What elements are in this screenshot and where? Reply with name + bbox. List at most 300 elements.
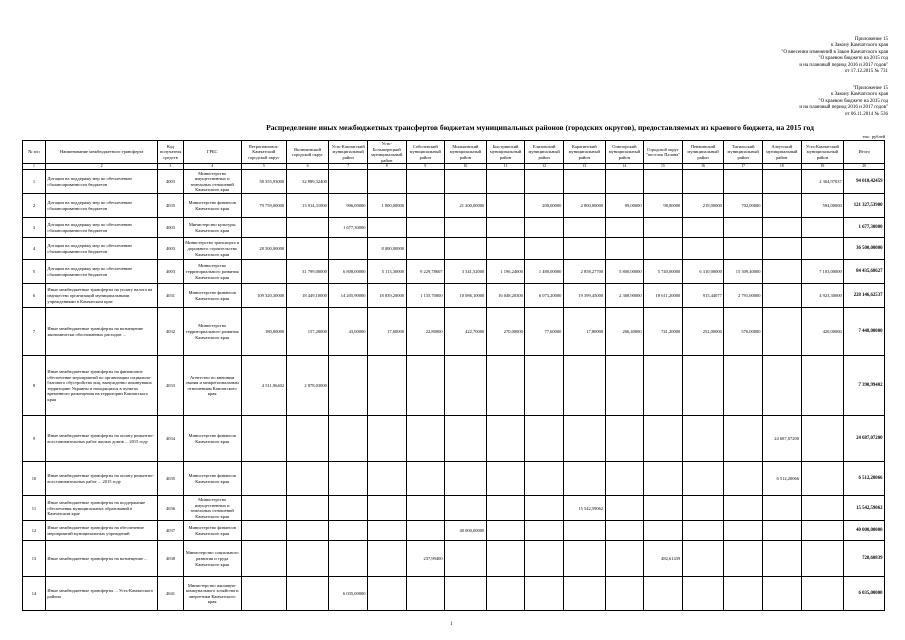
row-number-cell: 14	[23, 577, 46, 611]
row-number-cell: 13	[23, 541, 46, 577]
column-header: Городской округ "поселок Палана"	[644, 141, 683, 164]
amount-cell	[682, 218, 724, 238]
appendix-line: "Приложение 15	[852, 86, 888, 91]
amount-cell: 1 196,24000	[486, 260, 525, 284]
transfer-name-cell: Дотации на поддержку мер по обеспечению сбалансированности бюджетов	[45, 238, 158, 260]
row-number-cell: 8	[23, 356, 46, 416]
amount-cell: 157,20000	[286, 308, 329, 356]
amount-cell	[406, 238, 445, 260]
column-header: Соболевский муниципальный район	[406, 141, 445, 164]
amount-cell: 1 135,70000	[406, 284, 445, 308]
amount-cell	[406, 521, 445, 541]
column-header: Код получателя средств	[158, 141, 183, 164]
amount-cell	[801, 577, 844, 611]
amount-cell	[525, 521, 564, 541]
amount-cell: 10 086,10000	[445, 284, 487, 308]
recipient-code-cell: 4041	[158, 577, 183, 611]
amount-cell: 420,00000	[801, 308, 844, 356]
column-index-cell: 12	[525, 164, 564, 170]
transfer-name-cell: Иные межбюджетные трансферты на возмещение ...	[45, 541, 158, 577]
amount-cell	[406, 356, 445, 416]
amount-cell	[406, 577, 445, 611]
amount-cell	[445, 577, 487, 611]
amount-cell	[286, 577, 329, 611]
total-cell: 228 146,62537	[844, 284, 885, 308]
amount-cell	[445, 170, 487, 194]
grbs-cell: Министерство финансов Камчатского края	[183, 416, 241, 462]
amount-cell	[241, 218, 286, 238]
amount-cell: 15 542,59062	[563, 496, 605, 521]
amount-cell	[525, 416, 564, 462]
amount-cell	[329, 521, 368, 541]
amount-cell: 915,44077	[682, 284, 724, 308]
row-number-cell: 4	[23, 238, 46, 260]
amount-cell	[563, 541, 605, 577]
column-header: Тигильский муниципальный район	[724, 141, 763, 164]
amount-cell	[525, 462, 564, 496]
transfer-name-cell: Иные межбюджетные трансферты на оплату ремонтно-восстановительных работ ... 2015 году	[45, 462, 158, 496]
amount-cell	[286, 496, 329, 521]
amount-cell: 2 368,90000	[605, 284, 644, 308]
amount-cell	[367, 218, 406, 238]
amount-cell: 482,61439	[644, 541, 683, 577]
recipient-code-cell: 4034	[158, 416, 183, 462]
amount-cell: 270,00000	[486, 308, 525, 356]
amount-cell	[525, 541, 564, 577]
grbs-cell: Министерство территориального развития Камчатского края	[183, 260, 241, 284]
amount-cell	[605, 496, 644, 521]
row-number-cell: 3	[23, 218, 46, 238]
amount-cell: 4 923,30000	[801, 284, 844, 308]
amount-cell	[682, 541, 724, 577]
amount-cell: 6 808,00000	[329, 260, 368, 284]
amount-cell	[724, 356, 763, 416]
total-cell: 40 000,00000	[844, 521, 885, 541]
amount-cell: 18 449,10000	[286, 284, 329, 308]
amount-cell	[644, 462, 683, 496]
table-row	[23, 194, 885, 218]
amount-cell	[762, 541, 801, 577]
grbs-cell: Агентство по внешним связям и межрегиональным отношениям Камчатского края	[183, 356, 241, 416]
column-header: Быстринский муниципальный район	[486, 141, 525, 164]
amount-cell	[801, 541, 844, 577]
total-cell: 7 390,99402	[844, 356, 885, 416]
amount-cell	[486, 521, 525, 541]
amount-cell: 14 205,90000	[329, 284, 368, 308]
table-row	[23, 416, 885, 462]
table-row	[23, 238, 885, 260]
amount-cell	[762, 496, 801, 521]
amount-cell	[682, 170, 724, 194]
amount-cell: 21 200,00000	[445, 194, 487, 218]
table-row	[23, 170, 885, 194]
recipient-code-cell: 4033	[158, 356, 183, 416]
total-cell: 7 448,00000	[844, 308, 885, 356]
column-header: Усть-Большерецкий муниципальный район	[367, 141, 406, 164]
amount-cell: 422,70000	[445, 308, 487, 356]
amount-cell: 6 310,00000	[682, 260, 724, 284]
grbs-cell: Министерство жилищно-коммунального хозяйства и энергетики Камчатского края	[183, 577, 241, 611]
amount-cell	[644, 356, 683, 416]
column-header: № п/п	[23, 141, 46, 164]
amount-cell	[525, 496, 564, 521]
amount-cell	[605, 218, 644, 238]
column-index-cell: 4	[183, 164, 241, 170]
amount-cell: 5 113,30000	[367, 260, 406, 284]
amount-cell	[801, 356, 844, 416]
amount-cell: 2 858,27700	[563, 260, 605, 284]
amount-cell	[724, 238, 763, 260]
transfer-name-cell: Дотации на поддержку мер по обеспечению сбалансированности бюджетов	[45, 218, 158, 238]
column-header: Мильковский муниципальный район	[445, 141, 487, 164]
amount-cell	[762, 356, 801, 416]
row-number-cell: 5	[23, 260, 46, 284]
column-header: Итого	[844, 141, 885, 164]
amount-cell	[286, 218, 329, 238]
grbs-cell: Министерство финансов Камчатского края	[183, 462, 241, 496]
amount-cell: 6 035,00000	[329, 577, 368, 611]
amount-cell	[801, 496, 844, 521]
row-number-cell: 12	[23, 521, 46, 541]
amount-cell	[682, 521, 724, 541]
amount-cell	[801, 238, 844, 260]
document-title: Распределение иных межбюджетных трансфертов бюджетам муниципальных районов (городских округов), предоставляемых из краевого бюджета, на 2015 год	[266, 123, 814, 132]
amount-cell	[241, 416, 286, 462]
amount-cell	[241, 260, 286, 284]
amount-cell	[329, 496, 368, 521]
appendix-original-block	[799, 86, 888, 118]
amount-cell: 2 878,03000	[286, 356, 329, 416]
amount-cell	[329, 462, 368, 496]
row-number-cell: 6	[23, 284, 46, 308]
column-header: Вилючинский городской округ	[286, 141, 329, 164]
column-index-cell: 2	[45, 164, 158, 170]
amount-cell	[367, 577, 406, 611]
amount-cell: 98,00000	[644, 194, 683, 218]
amount-cell	[445, 218, 487, 238]
header-row	[23, 141, 885, 164]
page-number: 1	[450, 622, 453, 627]
total-cell: 94 010,42459	[844, 170, 885, 194]
row-number-cell: 9	[23, 416, 46, 462]
amount-cell: 19 399,45000	[563, 284, 605, 308]
table-row	[23, 356, 885, 416]
column-header: ГРБС	[183, 141, 241, 164]
amount-cell	[762, 260, 801, 284]
grbs-cell: Министерство социального развития и труда Камчатского края	[183, 541, 241, 577]
amount-cell	[486, 577, 525, 611]
amount-cell	[644, 577, 683, 611]
amount-cell	[762, 577, 801, 611]
grbs-cell: Министерство имущественных и земельных отношений Камчатского края	[183, 496, 241, 521]
amount-cell: 6 073,20000	[525, 284, 564, 308]
amount-cell	[644, 521, 683, 541]
amount-cell	[406, 194, 445, 218]
table-row	[23, 260, 885, 284]
amount-cell	[644, 218, 683, 238]
amount-cell	[486, 416, 525, 462]
amount-cell: 5 740,00000	[644, 260, 683, 284]
amount-cell	[563, 577, 605, 611]
amount-cell	[329, 416, 368, 462]
transfer-name-cell: Дотации на поддержку мер по обеспечению сбалансированности бюджетов	[45, 260, 158, 284]
amount-cell	[605, 416, 644, 462]
column-index-cell: 10	[445, 164, 487, 170]
row-number-cell: 2	[23, 194, 46, 218]
amount-cell	[445, 541, 487, 577]
amount-cell	[605, 577, 644, 611]
recipient-code-cell: 4037	[158, 521, 183, 541]
amount-cell	[445, 356, 487, 416]
column-index-cell: 19	[801, 164, 844, 170]
recipient-code-cell: 4003	[158, 238, 183, 260]
amount-cell	[605, 238, 644, 260]
amount-cell	[605, 541, 644, 577]
amount-cell: 15 309,40000	[724, 260, 763, 284]
total-cell: 121 327,53900	[844, 194, 885, 218]
total-cell: 36 500,00000	[844, 238, 885, 260]
row-number-cell: 7	[23, 308, 46, 356]
recipient-code-cell: 4036	[158, 496, 183, 521]
amount-cell: 7 103,00000	[801, 260, 844, 284]
amount-cell	[445, 496, 487, 521]
amount-cell	[486, 541, 525, 577]
column-index-cell: 8	[367, 164, 406, 170]
amount-cell	[644, 238, 683, 260]
recipient-code-cell: 4035	[158, 462, 183, 496]
amount-cell: 9 229,78607	[406, 260, 445, 284]
amount-cell	[525, 238, 564, 260]
amount-cell	[286, 416, 329, 462]
amount-cell	[367, 496, 406, 521]
transfer-name-cell: Дотации на поддержку мер по обеспечению сбалансированности бюджетов	[45, 194, 158, 218]
column-index-cell: 7	[329, 164, 368, 170]
appendix-line: Приложение 15	[854, 37, 888, 42]
amount-cell	[724, 496, 763, 521]
amount-cell	[605, 170, 644, 194]
amount-cell: 58 355,93000	[241, 170, 286, 194]
amount-cell: 28 500,00000	[241, 238, 286, 260]
amount-cell	[406, 462, 445, 496]
amount-cell: 99,00000	[605, 194, 644, 218]
column-header: Усть-Камчатский муниципальный район	[801, 141, 844, 164]
amount-cell	[724, 541, 763, 577]
appendix-line: от 17.12.2015 № 731	[844, 69, 888, 75]
amount-cell	[486, 356, 525, 416]
total-cell: 1 677,30000	[844, 218, 885, 238]
amount-cell: 2 304,97037	[801, 170, 844, 194]
column-index-cell: 11	[486, 164, 525, 170]
amount-cell: 2 791,00000	[724, 284, 763, 308]
column-index-cell: 6	[286, 164, 329, 170]
amount-cell	[286, 238, 329, 260]
amount-cell: 1 677,30000	[329, 218, 368, 238]
column-index-cell: 14	[605, 164, 644, 170]
amount-cell	[406, 218, 445, 238]
amount-cell	[724, 170, 763, 194]
column-index-cell: 18	[762, 164, 801, 170]
amount-cell	[801, 521, 844, 541]
column-header: Елизовский муниципальный район	[525, 141, 564, 164]
amount-cell	[563, 238, 605, 260]
amount-cell	[762, 170, 801, 194]
column-index-cell: 16	[682, 164, 724, 170]
amount-cell	[605, 462, 644, 496]
grbs-cell: Министерство транспорта и дорожного строительства Камчатского края	[183, 238, 241, 260]
column-header: Алеутский муниципальный район	[762, 141, 801, 164]
amount-cell: 22,80000	[406, 308, 445, 356]
amount-cell	[286, 541, 329, 577]
amount-cell: 594,00000	[801, 194, 844, 218]
appendix-line: от 06.11.2014 № 536	[845, 111, 888, 117]
units-label: тыс. рублей	[862, 134, 885, 139]
appendix-current-block	[781, 37, 888, 75]
amount-cell	[367, 416, 406, 462]
table-row	[23, 462, 885, 496]
amount-cell	[644, 170, 683, 194]
amount-cell	[329, 238, 368, 260]
column-index-cell: 3	[158, 164, 183, 170]
recipient-code-cell: 4003	[158, 260, 183, 284]
recipient-code-cell: 4035	[158, 194, 183, 218]
table-row	[23, 218, 885, 238]
amount-cell: 266,40000	[605, 308, 644, 356]
column-index-cell: 5	[241, 164, 286, 170]
amount-cell	[801, 462, 844, 496]
amount-cell	[563, 218, 605, 238]
grbs-cell: Министерство финансов Камчатского края	[183, 521, 241, 541]
recipient-code-cell: 4003	[158, 170, 183, 194]
amount-cell	[724, 218, 763, 238]
column-index-cell: 15	[644, 164, 683, 170]
amount-cell: 1 480,00000	[525, 260, 564, 284]
amount-cell	[406, 496, 445, 521]
amount-cell	[445, 238, 487, 260]
transfers-table	[22, 140, 885, 611]
amount-cell	[724, 521, 763, 541]
amount-cell	[682, 496, 724, 521]
amount-cell: 18 611,20000	[644, 284, 683, 308]
table-row	[23, 496, 885, 521]
transfer-name-cell: Иные межбюджетные трансферты на уплату налога на имущество организаций муниципальными учреждениями в Камчатском крае	[45, 284, 158, 308]
amount-cell	[486, 496, 525, 521]
total-cell: 720,60839	[844, 541, 885, 577]
amount-cell	[525, 170, 564, 194]
column-index-cell: 20	[844, 164, 885, 170]
total-cell: 6 512,20066	[844, 462, 885, 496]
column-header: Карагинский муниципальный район	[563, 141, 605, 164]
appendix-line: "О краевом бюджете на 2015 год	[818, 56, 888, 62]
amount-cell: 252,00000	[682, 308, 724, 356]
transfer-name-cell: Иные межбюджетные трансферты на обеспечение мероприятий муниципальных учреждений	[45, 521, 158, 541]
amount-cell	[286, 521, 329, 541]
transfer-name-cell: Дотации на поддержку мер по обеспечению сбалансированности бюджетов	[45, 170, 158, 194]
amount-cell	[682, 356, 724, 416]
amount-cell	[724, 462, 763, 496]
row-number-cell: 11	[23, 496, 46, 521]
amount-cell	[762, 521, 801, 541]
amount-cell	[445, 462, 487, 496]
amount-cell	[329, 170, 368, 194]
table-row	[23, 541, 885, 577]
amount-cell: 109 320,30000	[241, 284, 286, 308]
grbs-cell: Министерство культуры Камчатского края	[183, 218, 241, 238]
column-index-cell: 13	[563, 164, 605, 170]
amount-cell	[367, 356, 406, 416]
amount-cell: 31 799,00000	[286, 260, 329, 284]
amount-cell	[486, 462, 525, 496]
table-row	[23, 308, 885, 356]
amount-cell	[682, 416, 724, 462]
amount-cell	[724, 577, 763, 611]
appendix-line: "О краевом бюджете на 2015 год	[818, 98, 888, 104]
recipient-code-cell: 4032	[158, 308, 183, 356]
amount-cell	[525, 356, 564, 416]
amount-cell	[563, 462, 605, 496]
appendix-line: и на плановый период 2016 и 2017 годов"	[799, 105, 888, 111]
column-header: Олюторский муниципальный район	[605, 141, 644, 164]
amount-cell: 741,20000	[644, 308, 683, 356]
amount-cell	[329, 541, 368, 577]
amount-cell	[762, 308, 801, 356]
amount-cell	[367, 521, 406, 541]
amount-cell: 24 687,07200	[762, 416, 801, 462]
amount-cell	[241, 541, 286, 577]
amount-cell: 16 048,20300	[486, 284, 525, 308]
total-cell: 84 435,68627	[844, 260, 885, 284]
amount-cell	[525, 218, 564, 238]
amount-cell	[605, 521, 644, 541]
column-index-cell: 1	[23, 164, 46, 170]
column-index-cell: 17	[724, 164, 763, 170]
amount-cell	[525, 577, 564, 611]
column-header: Петропавловск-Камчатский городской округ	[241, 141, 286, 164]
table-row	[23, 521, 885, 541]
amount-cell: 17,60000	[367, 308, 406, 356]
transfer-name-cell: Иные межбюджетные трансферты на поддержание обеспечения муниципальных образований в Камчатском крае	[45, 496, 158, 521]
amount-cell	[486, 194, 525, 218]
row-number-cell: 1	[23, 170, 46, 194]
grbs-cell: Министерство имущественных и земельных отношений Камчатского края	[183, 170, 241, 194]
amount-cell	[286, 462, 329, 496]
transfer-name-cell: Иные межбюджетные трансферты на возмещение экономически обоснованных расходов ...	[45, 308, 158, 356]
amount-cell	[367, 170, 406, 194]
amount-cell	[801, 416, 844, 462]
amount-cell: 237,99400	[406, 541, 445, 577]
amount-cell	[762, 284, 801, 308]
column-header: Пенжинский муниципальный район	[682, 141, 724, 164]
column-index-cell: 9	[406, 164, 445, 170]
appendix-line: "О внесении изменений в Закон Камчатского края	[781, 49, 888, 55]
amount-cell	[241, 521, 286, 541]
transfer-name-cell: Иные межбюджетные трансферты на финансовое обеспечение мероприятий по организации социально-бытового обустройства лиц, вынужденно покинувших территорию Украины и находящихся в пунктах временного размещения на территории Камчатского края	[45, 356, 158, 416]
amount-cell: 180,00000	[241, 308, 286, 356]
amount-cell	[486, 218, 525, 238]
amount-cell	[563, 521, 605, 541]
amount-cell: 3 341,52000	[445, 260, 487, 284]
amount-cell	[367, 541, 406, 577]
amount-cell	[724, 416, 763, 462]
amount-cell	[762, 238, 801, 260]
table-row	[23, 284, 885, 308]
amount-cell	[406, 416, 445, 462]
amount-cell: 5 800,00000	[605, 260, 644, 284]
amount-cell	[563, 356, 605, 416]
amount-cell	[241, 462, 286, 496]
amount-cell	[563, 170, 605, 194]
amount-cell	[563, 416, 605, 462]
table-body	[23, 170, 885, 611]
